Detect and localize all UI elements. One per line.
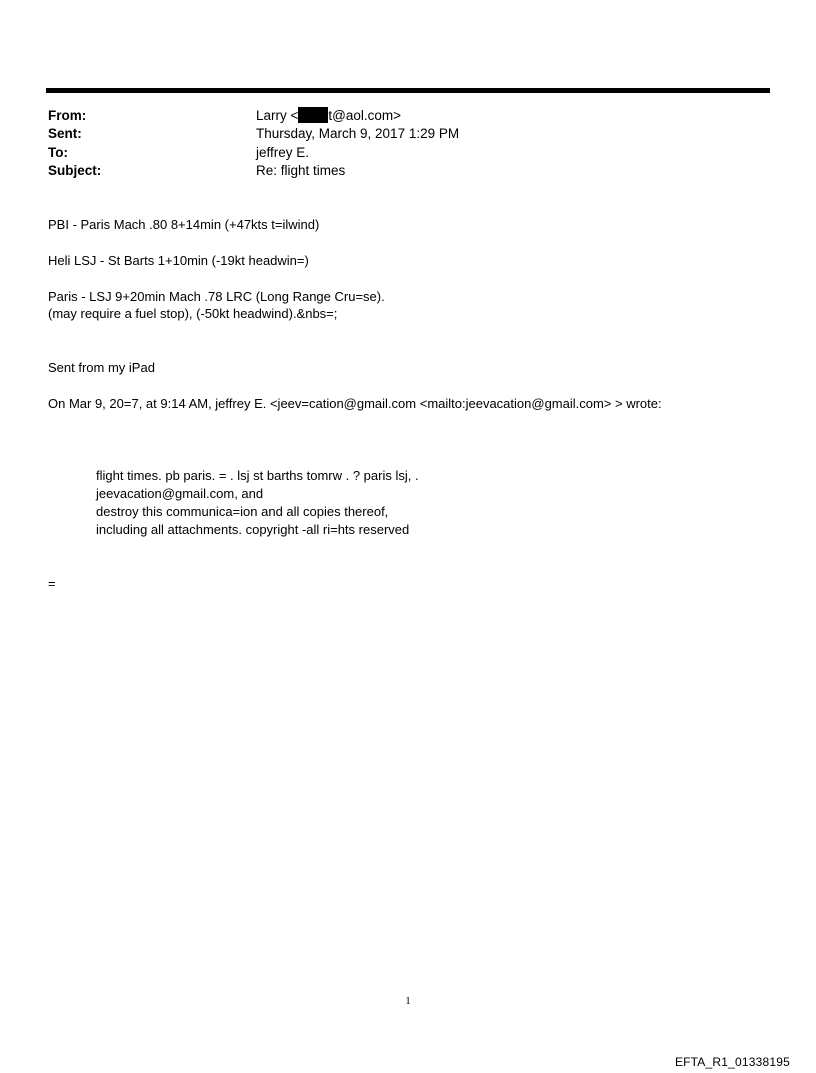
from-email-domain: t@aol.com>	[328, 108, 402, 123]
header-divider	[46, 88, 770, 93]
quoted-line-3: destroy this communica=ion and all copies thereof,	[96, 504, 389, 519]
quoted-line-2: jeevacation@gmail.com, and	[96, 486, 264, 501]
body-line-3a: Paris - LSJ 9+20min Mach .78 LRC (Long Range Cru=se).	[48, 289, 385, 304]
body-line-1: PBI - Paris Mach .80 8+14min (+47kts t=ilwind)	[48, 217, 320, 232]
subject-value: Re: flight times	[256, 163, 346, 178]
quoted-line-1: flight times. pb paris. = . lsj st barths tomrw . ? paris lsj, .	[96, 468, 419, 483]
from-name: Larry <	[256, 108, 299, 123]
redaction-box	[298, 107, 328, 123]
from-value	[256, 107, 401, 125]
body-line-3b: (may require a fuel stop), (-50kt headwind).&nbs=;	[48, 306, 338, 321]
subject-label: Subject:	[48, 163, 102, 178]
to-value: jeffrey E.	[256, 145, 310, 160]
sent-label: Sent:	[48, 126, 82, 141]
quoted-line-4: including all attachments. copyright -all ri=hts reserved	[96, 522, 410, 537]
reply-intro: On Mar 9, 20=7, at 9:14 AM, jeffrey E. <jeev=cation@gmail.com <mailto:jeevacation@gmail.com> > wrote:	[48, 396, 662, 411]
trailing-equals: =	[48, 576, 56, 591]
signature: Sent from my iPad	[48, 360, 155, 375]
from-label: From:	[48, 108, 87, 123]
body-line-2: Heli LSJ - St Barts 1+10min (-19kt headwin=)	[48, 253, 309, 268]
page-number: 1	[405, 995, 411, 1007]
sent-value: Thursday, March 9, 2017 1:29 PM	[256, 126, 460, 141]
to-label: To:	[48, 145, 68, 160]
document-id: EFTA_R1_01338195	[674, 1055, 790, 1069]
